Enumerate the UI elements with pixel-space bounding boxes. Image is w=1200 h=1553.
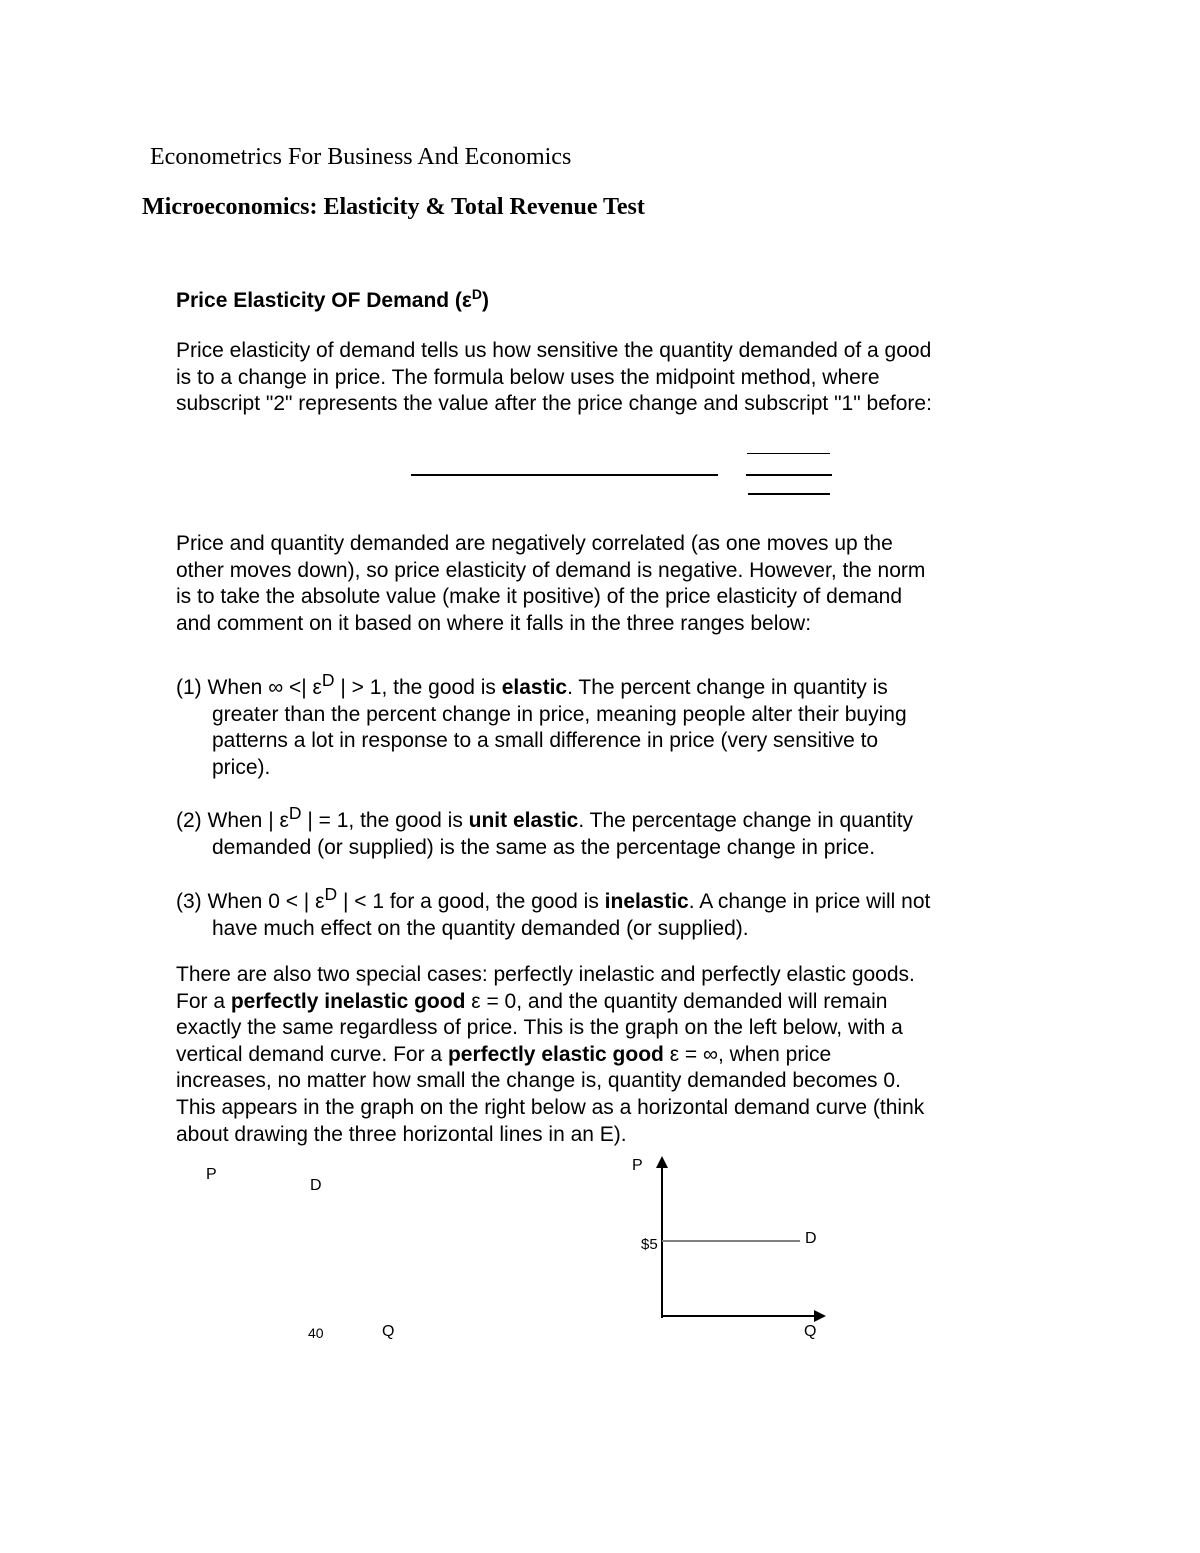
range-2-line-2: demanded (or supplied) is the same as the percentage change in price. <box>212 835 876 859</box>
range-1-text-a: (1) When ∞ <| ε <box>176 676 322 699</box>
range-2-superscript: D <box>288 803 302 823</box>
correlation-line-4: and comment on it based on where it falls in the three ranges below: <box>176 611 812 635</box>
range-3-text-b: | < 1 for a good, the good is <box>337 890 605 913</box>
right-graph-d-label: D <box>805 1230 817 1247</box>
correlation-line-1: Price and quantity demanded are negatively correlated (as one moves up the <box>176 532 893 555</box>
range-1-text-c: . The percent change in quantity is <box>567 676 888 699</box>
range-3-line-2: have much effect on the quantity demanded (or supplied). <box>212 916 749 940</box>
range-3-text-c: . A change in price will not <box>688 890 931 913</box>
correlation-line-2: other moves down), so price elasticity of demand is negative. However, the norm <box>176 558 926 582</box>
range-1-line-2: greater than the percent change in price, meaning people alter their buying <box>212 702 907 726</box>
intro-line-3: subscript "2" represents the value after the price change and subscript "1" before: <box>176 392 932 416</box>
range-1-bold: elastic <box>501 676 568 699</box>
right-graph-q-label: Q <box>804 1323 817 1340</box>
document-title: Microeconomics: Elasticity & Total Revenue Test <box>142 194 645 220</box>
range-2-text-b: | = 1, the good is <box>301 809 469 832</box>
special-line-4-text-a: vertical demand curve. For a <box>176 1042 448 1066</box>
range-2-text-c: . The percentage change in quantity <box>578 809 914 832</box>
range-3-superscript: D <box>324 884 338 904</box>
range-1-superscript: D <box>321 670 335 690</box>
range-1-text-b: | > 1, the good is <box>334 676 502 699</box>
special-line-3: exactly the same regardless of price. This is the graph on the left below, with a <box>176 1016 903 1040</box>
intro-line-1: Price elasticity of demand tells us how sensitive the quantity demanded of a good <box>176 339 932 362</box>
right-graph-price-label: $5 <box>641 1236 658 1253</box>
left-graph-p-label: P <box>206 1166 217 1183</box>
special-line-4-bold: perfectly elastic good <box>447 1042 664 1066</box>
special-line-4-text-b: ε = ∞, when price <box>663 1042 832 1066</box>
heading-text: Price Elasticity OF Demand (ε <box>176 289 472 312</box>
range-2-text-a: (2) When | ε <box>176 809 289 832</box>
course-title: Econometrics For Business And Economics <box>150 144 572 170</box>
left-graph-q-label: Q <box>382 1323 395 1340</box>
left-graph-q-value: 40 <box>308 1325 324 1341</box>
range-2-bold: unit elastic <box>468 809 579 832</box>
range-3-text-a: (3) When 0 < | ε <box>176 890 325 913</box>
range-1-line-4: price). <box>212 755 271 779</box>
range-3-bold: inelastic <box>604 890 689 913</box>
range-1-line-3: patterns a lot in response to a small difference in price (very sensitive to <box>212 729 879 753</box>
correlation-line-3: is to take the absolute value (make it positive) of the price elasticity of demand <box>176 585 903 609</box>
special-line-1: There are also two special cases: perfectly inelastic and perfectly elastic goods. <box>176 963 915 986</box>
intro-line-2: is to a change in price. The formula below uses the midpoint method, where <box>176 365 880 389</box>
y-axis-arrow-icon <box>656 1156 668 1168</box>
special-line-2-text-b: ε = 0, and the quantity demanded will remain <box>465 989 888 1013</box>
special-line-5: increases, no matter how small the change is, quantity demanded becomes 0. <box>176 1069 901 1093</box>
special-line-7: about drawing the three horizontal lines in an E). <box>176 1122 627 1146</box>
special-line-2-text-a: For a <box>176 989 231 1013</box>
heading-suffix: ) <box>482 289 490 312</box>
special-line-2-bold: perfectly inelastic good <box>230 989 466 1013</box>
right-graph-p-label: P <box>632 1157 643 1174</box>
x-axis-arrow-icon <box>814 1310 826 1322</box>
heading-superscript: D <box>471 286 483 302</box>
left-graph-d-label: D <box>310 1177 322 1194</box>
special-line-6: This appears in the graph on the right below as a horizontal demand curve (think <box>176 1095 925 1119</box>
